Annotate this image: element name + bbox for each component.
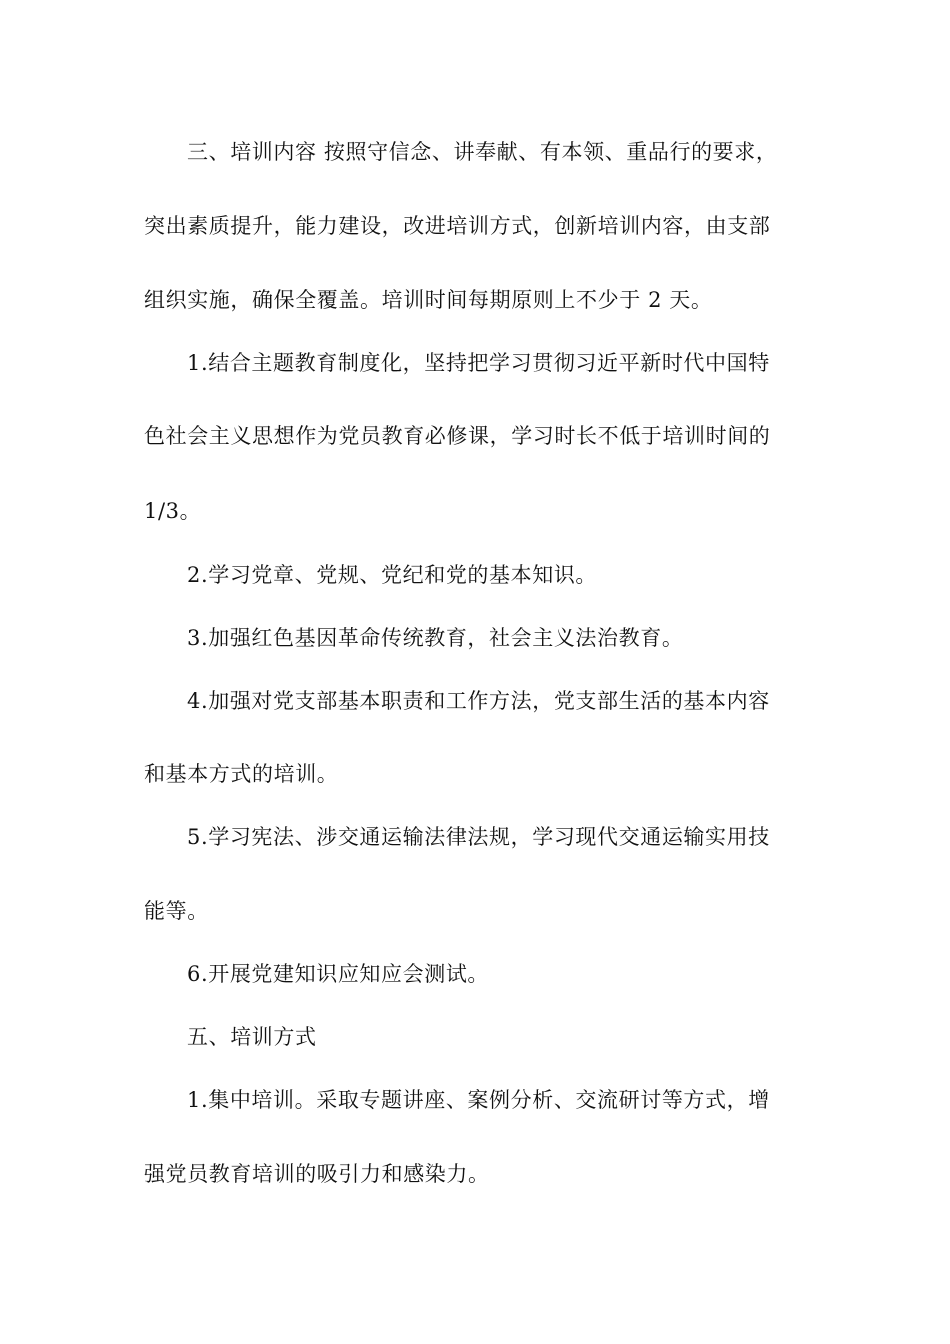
- training-method-1-line: 强党员教育培训的吸引力和感染力。: [144, 1162, 490, 1186]
- list-item-2-line: 2.学习党章、党规、党纪和党的基本知识。: [187, 563, 598, 587]
- list-item-1-line: 色社会主义思想作为党员教育必修课，学习时长不低于培训时间的: [144, 424, 771, 448]
- list-item-1-line: 1.结合主题教育制度化，坚持把学习贯彻习近平新时代中国特: [187, 351, 770, 375]
- list-item-3-line: 3.加强红色基因革命传统教育，社会主义法治教育。: [187, 626, 684, 650]
- list-item-4-line: 和基本方式的培训。: [144, 762, 339, 786]
- list-item-6-line: 6.开展党建知识应知应会测试。: [187, 962, 490, 986]
- list-item-4-line: 4.加强对党支部基本职责和工作方法，党支部生活的基本内容: [187, 689, 770, 713]
- list-item-5-line: 5.学习宪法、涉交通运输法律法规，学习现代交通运输实用技: [187, 825, 770, 849]
- paragraph-line: 组织实施，确保全覆盖。培训时间每期原则上不少于 2 天。: [144, 288, 713, 312]
- paragraph-line: 突出素质提升，能力建设，改进培训方式，创新培训内容，由支部: [144, 214, 771, 238]
- list-item-5-line: 能等。: [144, 899, 209, 923]
- section-five-heading-line: 五、培训方式: [187, 1025, 317, 1049]
- section-three-heading-line: 三、培训内容 按照守信念、讲奉献、有本领、重品行的要求，: [187, 140, 778, 164]
- list-item-1-line: 1/3。: [144, 499, 202, 523]
- training-method-1-line: 1.集中培训。采取专题讲座、案例分析、交流研讨等方式，增: [187, 1088, 770, 1112]
